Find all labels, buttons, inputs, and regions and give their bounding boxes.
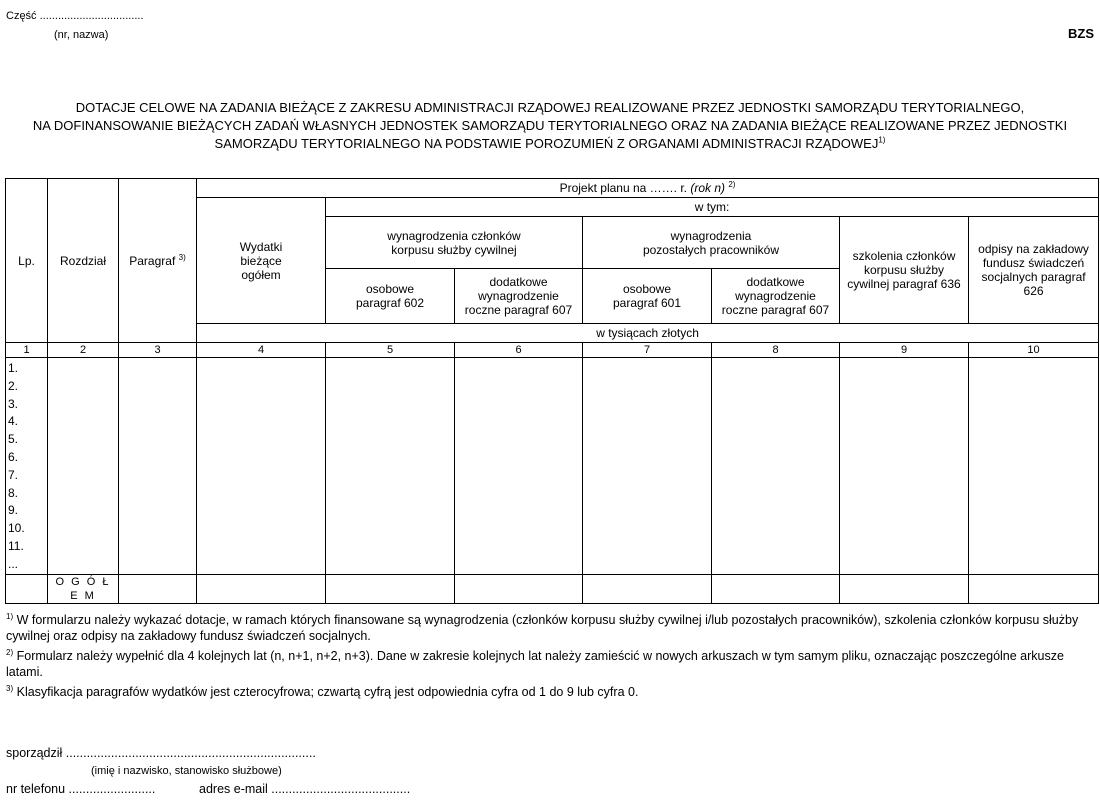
czesc-field: Część .................................. (6, 10, 144, 22)
row-number: 2. (8, 378, 19, 393)
dodatkowe-607-korpus-cell[interactable] (455, 358, 583, 575)
row-number: ... (8, 556, 19, 571)
row-number: 4. (8, 414, 19, 429)
osobowe-601-line-2: paragraf 601 (612, 296, 682, 310)
osobowe-602-line-2: paragraf 602 (355, 296, 425, 310)
wyn-pozostali-line-1: wynagrodzenia (670, 228, 752, 243)
footnote-1-marker: 1) (6, 611, 14, 621)
projekt-rok: (rok n) (690, 181, 726, 195)
nr-nazwa-caption: (nr, nazwa) (54, 29, 109, 41)
total-wydatki-cell[interactable] (197, 574, 326, 603)
header-w-tym: w tym: (326, 198, 1099, 217)
wyn-korpus-line-2: korpusu służby cywilnej (391, 242, 517, 257)
column-number: 10 (969, 343, 1099, 358)
row-number: 3. (8, 396, 19, 411)
szkolenia-line-3: cywilnej paragraf 636 (847, 277, 961, 291)
header-paragraf (119, 179, 197, 343)
wyn-korpus-line-1: wynagrodzenia członków (387, 228, 521, 243)
footnote-3 (6, 684, 1096, 700)
header-unit: w tysiącach złotych (197, 324, 1099, 343)
footnotes (6, 612, 1096, 704)
total-paragraf-cell[interactable] (119, 574, 197, 603)
footnote-ref-3: 3) (178, 252, 186, 262)
row-number: 5. (8, 432, 19, 447)
row-number: 1. (8, 361, 19, 375)
column-number: 9 (840, 343, 969, 358)
header-szkolenia (840, 217, 969, 324)
wydatki-line-3: ogółem (241, 267, 281, 282)
total-szkolenia-cell[interactable] (840, 574, 969, 603)
dodatkowe-607b-line-3: roczne paragraf 607 (721, 303, 830, 317)
column-number: 4 (197, 343, 326, 358)
column-number: 3 (119, 343, 197, 358)
column-number: 2 (48, 343, 119, 358)
title-line-3-text: SAMORZĄDU TERYTORIALNEGO NA PODSTAWIE POROZUMIEŃ Z ORGANAMI ADMINISTRACJI RZĄDOWEJ (214, 136, 879, 151)
row-number: 8. (8, 485, 19, 500)
dodatkowe-607b-line-1: dodatkowe (746, 275, 805, 289)
total-row (6, 574, 1099, 603)
budget-table (5, 178, 1099, 604)
total-osobowe-602-cell[interactable] (326, 574, 455, 603)
header-dodatkowe-607-pozostali (712, 269, 840, 324)
wydatki-line-2: bieżące (240, 253, 282, 268)
osobowe-601-line-1: osobowe (622, 282, 672, 296)
footnote-ref-2: 2) (728, 180, 736, 189)
header-lp: Lp. (6, 179, 48, 343)
projekt-prefix: Projekt planu na ……. r. (559, 181, 687, 195)
dodatkowe-607a-line-3: roczne paragraf 607 (464, 303, 573, 317)
dodatkowe-607-pozostali-cell[interactable] (712, 358, 840, 575)
column-number: 5 (326, 343, 455, 358)
rozdzial-cell[interactable] (48, 358, 119, 575)
szkolenia-cell[interactable] (840, 358, 969, 575)
row-number: 6. (8, 449, 19, 464)
footnote-2-marker: 2) (6, 647, 14, 657)
row-number: 7. (8, 467, 19, 482)
total-osobowe-601-cell[interactable] (583, 574, 712, 603)
paragraf-cell[interactable] (119, 358, 197, 575)
title-line-2: NA DOFINANSOWANIE BIEŻĄCYCH ZADAŃ WŁASNYCH JEDNOSTEK SAMORZĄDU TERYTORIALNEGO ORAZ NA ZADANIA BIEŻĄCE REALIZOWANE PRZEZ JEDNOSTKI (32, 118, 1068, 133)
header-wydatki-biezace (197, 198, 326, 324)
header-projekt-planu (197, 179, 1099, 198)
row-number: 11. (8, 538, 24, 553)
footnote-1-text: W formularzu należy wykazać dotacje, w ramach których finansowane są wynagrodzenia (członków korpusu służby cywilnej i/lub pozostałych pracowników), szkolenia członków korpusu służby cywilnej oraz odpisy na zakładowy fundusz świadczeń socjalnych. (6, 613, 1079, 643)
odpisy-line-1: odpisy na zakładowy (978, 242, 1089, 256)
dodatkowe-607a-line-1: dodatkowe (489, 275, 548, 289)
header-dodatkowe-607-korpus (455, 269, 583, 324)
osobowe-601-cell[interactable] (583, 358, 712, 575)
total-lp-cell (6, 574, 48, 603)
osobowe-602-cell[interactable] (326, 358, 455, 575)
column-number: 6 (455, 343, 583, 358)
total-dodatkowe-607-pozostali-cell[interactable] (712, 574, 840, 603)
wydatki-cell[interactable] (197, 358, 326, 575)
header-osobowe-601 (583, 269, 712, 324)
document-title (0, 99, 1100, 153)
footnote-3-text: Klasyfikacja paragrafów wydatków jest czterocyfrowa; czwartą cyfrą jest odpowiednia cyfra od 1 do 9 lub cyfra 0. (16, 685, 639, 699)
dodatkowe-607a-line-2: wynagrodzenie (478, 289, 559, 303)
telefon-field[interactable]: nr telefonu ......................... (6, 782, 156, 796)
header-odpisy (969, 217, 1099, 324)
total-label: O G Ó Ł E M (48, 574, 119, 603)
header-paragraf-label: Paragraf (129, 253, 176, 268)
footnote-2 (6, 648, 1096, 680)
wydatki-line-1: Wydatki (239, 239, 283, 254)
header-wyn-pozostali (583, 217, 840, 269)
header-wyn-korpus (326, 217, 583, 269)
header-rozdzial: Rozdział (48, 179, 119, 343)
row-number: 10. (8, 521, 25, 536)
odpisy-cell[interactable] (969, 358, 1099, 575)
data-entry-row (6, 358, 1099, 575)
total-odpisy-cell[interactable] (969, 574, 1099, 603)
dodatkowe-607b-line-2: wynagrodzenie (735, 289, 816, 303)
column-number-row (6, 343, 1099, 358)
odpisy-line-4: 626 (1023, 284, 1044, 298)
email-field[interactable]: adres e-mail ........................................ (199, 782, 411, 796)
odpisy-line-2: fundusz świadczeń (982, 256, 1085, 270)
footnote-1 (6, 612, 1096, 644)
title-line-1: DOTACJE CELOWE NA ZADANIA BIEŻĄCE Z ZAKRESU ADMINISTRACJI RZĄDOWEJ REALIZOWANE PRZEZ JEDNOSTKI SAMORZĄDU TERYTORIALNEGO, (75, 100, 1025, 115)
column-number: 1 (6, 343, 48, 358)
imie-caption: (imię i nazwisko, stanowisko służbowe) (91, 765, 282, 777)
header-osobowe-602 (326, 269, 455, 324)
form-code: BZS (1068, 26, 1094, 41)
footnote-3-marker: 3) (6, 683, 14, 693)
row-number-list (6, 358, 48, 575)
footnote-ref-1: 1) (878, 135, 886, 145)
osobowe-602-line-1: osobowe (365, 282, 415, 296)
row-number: 9. (8, 503, 19, 518)
szkolenia-line-1: szkolenia członków (852, 249, 956, 263)
footnote-2-text: Formularz należy wypełnić dla 4 kolejnych lat (n, n+1, n+2, n+3). Dane w zakresie kolejnych lat należy zamieścić w nowych arkuszach w tym samym pliku, oznaczając poszczególne arkusze latami. (6, 649, 1064, 679)
sporzadzil-field[interactable]: sporządził ........................................................................ (6, 746, 316, 760)
odpisy-line-3: socjalnych paragraf (981, 270, 1086, 284)
total-dodatkowe-607-korpus-cell[interactable] (455, 574, 583, 603)
column-number: 8 (712, 343, 840, 358)
szkolenia-line-2: korpusu służby (863, 263, 945, 277)
wyn-pozostali-line-2: pozostałych pracowników (642, 242, 780, 257)
title-line-3 (0, 135, 1100, 153)
column-number: 7 (583, 343, 712, 358)
